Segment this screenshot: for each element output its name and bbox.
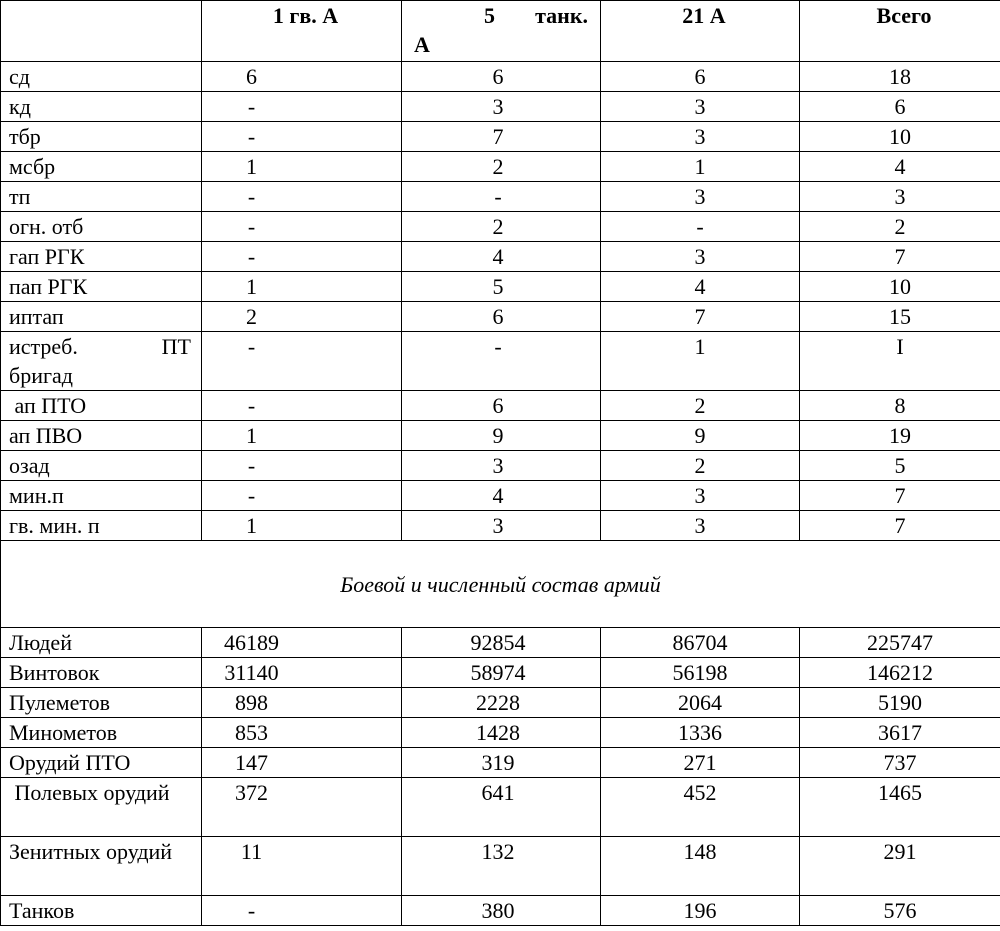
cell-total: 8 <box>800 391 1000 421</box>
table-row <box>1 152 1000 182</box>
table-row <box>1 658 1000 688</box>
cell-total: 18 <box>800 62 1000 92</box>
table-row <box>1 212 1000 242</box>
row-label: Зенитных орудий <box>1 837 202 896</box>
table-row <box>1 62 1000 92</box>
cell-21-army: 7 <box>601 302 800 332</box>
cell-5-tank-army: 641 <box>402 778 601 837</box>
cell-total: 7 <box>800 511 1000 541</box>
cell-21-army: 9 <box>601 421 800 451</box>
cell-21-army: 3 <box>601 122 800 152</box>
header-5-tank-army-number: 5 <box>484 3 495 28</box>
cell-1-guards-army: 1 <box>202 152 402 182</box>
row-label: Танков <box>1 896 202 926</box>
row-label: кд <box>1 92 202 122</box>
cell-1-guards-army: 853 <box>202 718 402 748</box>
cell-21-army: 1 <box>601 152 800 182</box>
cell-5-tank-army: 2 <box>402 152 601 182</box>
cell-5-tank-army: 9 <box>402 421 601 451</box>
cell-1-guards-army: 11 <box>202 837 402 896</box>
cell-total: I <box>800 332 1000 391</box>
row-label: ап ПВО <box>1 421 202 451</box>
row-label: Минометов <box>1 718 202 748</box>
cell-5-tank-army: - <box>402 182 601 212</box>
row-label: мин.п <box>1 481 202 511</box>
cell-total: 1465 <box>800 778 1000 837</box>
row-label <box>1 332 202 391</box>
row-label: иптап <box>1 302 202 332</box>
row-label-part: ПТ <box>161 334 191 359</box>
table-row <box>1 511 1000 541</box>
row-label: мсбр <box>1 152 202 182</box>
table-row <box>1 837 1000 896</box>
cell-21-army: 452 <box>601 778 800 837</box>
cell-21-army: 6 <box>601 62 800 92</box>
cell-total: 5 <box>800 451 1000 481</box>
cell-21-army: 56198 <box>601 658 800 688</box>
cell-1-guards-army: 147 <box>202 748 402 778</box>
cell-5-tank-army: 2228 <box>402 688 601 718</box>
cell-total: 737 <box>800 748 1000 778</box>
header-21-army: 21 А <box>601 1 800 62</box>
cell-total: 5190 <box>800 688 1000 718</box>
cell-total: 7 <box>800 242 1000 272</box>
table-row <box>1 421 1000 451</box>
table-row <box>1 688 1000 718</box>
cell-21-army: 1 <box>601 332 800 391</box>
cell-5-tank-army: 58974 <box>402 658 601 688</box>
row-label: Орудий ПТО <box>1 748 202 778</box>
cell-total: 10 <box>800 272 1000 302</box>
header-1-guards-army: 1 гв. А <box>202 1 402 62</box>
row-label: тп <box>1 182 202 212</box>
table-row <box>1 451 1000 481</box>
section-title: Боевой и численный состав армий <box>1 541 1000 628</box>
cell-total: 225747 <box>800 628 1000 658</box>
cell-5-tank-army: 2 <box>402 212 601 242</box>
cell-1-guards-army: 31140 <box>202 658 402 688</box>
cell-21-army: 2064 <box>601 688 800 718</box>
table-row <box>1 778 1000 837</box>
cell-5-tank-army: 5 <box>402 272 601 302</box>
cell-total: 4 <box>800 152 1000 182</box>
cell-21-army: 1336 <box>601 718 800 748</box>
header-5-tank-army-suffix: А <box>414 32 430 57</box>
table-row <box>1 391 1000 421</box>
cell-1-guards-army: - <box>202 122 402 152</box>
cell-1-guards-army: - <box>202 481 402 511</box>
cell-21-army: 3 <box>601 481 800 511</box>
cell-21-army: 271 <box>601 748 800 778</box>
table-row <box>1 718 1000 748</box>
row-label: Людей <box>1 628 202 658</box>
header-5-tank-army <box>402 1 601 62</box>
cell-total: 6 <box>800 92 1000 122</box>
table-row <box>1 748 1000 778</box>
row-label: Полевых орудий <box>1 778 202 837</box>
cell-total: 146212 <box>800 658 1000 688</box>
cell-1-guards-army: 6 <box>202 62 402 92</box>
row-label: озад <box>1 451 202 481</box>
cell-total: 15 <box>800 302 1000 332</box>
cell-1-guards-army: 1 <box>202 511 402 541</box>
cell-21-army: 3 <box>601 511 800 541</box>
cell-1-guards-army: - <box>202 896 402 926</box>
cell-5-tank-army: 6 <box>402 62 601 92</box>
cell-21-army: 3 <box>601 182 800 212</box>
cell-total: 576 <box>800 896 1000 926</box>
cell-5-tank-army: 3 <box>402 92 601 122</box>
table-row <box>1 332 1000 391</box>
row-label: ап ПТО <box>1 391 202 421</box>
cell-total: 291 <box>800 837 1000 896</box>
cell-5-tank-army: 92854 <box>402 628 601 658</box>
row-label: гв. мин. п <box>1 511 202 541</box>
cell-21-army: 2 <box>601 451 800 481</box>
cell-5-tank-army: 6 <box>402 302 601 332</box>
cell-21-army: 3 <box>601 92 800 122</box>
table-row <box>1 122 1000 152</box>
table-row <box>1 302 1000 332</box>
cell-21-army: 196 <box>601 896 800 926</box>
cell-1-guards-army: 898 <box>202 688 402 718</box>
table-row <box>1 628 1000 658</box>
cell-21-army: - <box>601 212 800 242</box>
table-row <box>1 481 1000 511</box>
header-total: Всего <box>800 1 1000 62</box>
cell-total: 7 <box>800 481 1000 511</box>
cell-1-guards-army: - <box>202 182 402 212</box>
row-label: тбр <box>1 122 202 152</box>
table-row <box>1 242 1000 272</box>
header-5-tank-army-word: танк. <box>535 3 588 28</box>
cell-1-guards-army: 1 <box>202 421 402 451</box>
cell-total: 3 <box>800 182 1000 212</box>
cell-1-guards-army: 2 <box>202 302 402 332</box>
cell-total: 2 <box>800 212 1000 242</box>
cell-1-guards-army: 1 <box>202 272 402 302</box>
cell-5-tank-army: 380 <box>402 896 601 926</box>
cell-1-guards-army: - <box>202 332 402 391</box>
cell-5-tank-army: 132 <box>402 837 601 896</box>
cell-total: 3617 <box>800 718 1000 748</box>
cell-total: 10 <box>800 122 1000 152</box>
row-label: пап РГК <box>1 272 202 302</box>
row-label: огн. отб <box>1 212 202 242</box>
cell-1-guards-army: - <box>202 212 402 242</box>
table-row <box>1 92 1000 122</box>
cell-5-tank-army: 3 <box>402 451 601 481</box>
cell-1-guards-army: 46189 <box>202 628 402 658</box>
row-label-part: истреб. <box>9 334 78 359</box>
section-row <box>1 541 1000 628</box>
cell-1-guards-army: - <box>202 451 402 481</box>
cell-21-army: 4 <box>601 272 800 302</box>
cell-5-tank-army: - <box>402 332 601 391</box>
cell-21-army: 3 <box>601 242 800 272</box>
cell-5-tank-army: 6 <box>402 391 601 421</box>
cell-1-guards-army: 372 <box>202 778 402 837</box>
cell-5-tank-army: 1428 <box>402 718 601 748</box>
cell-5-tank-army: 319 <box>402 748 601 778</box>
header-corner <box>1 1 202 62</box>
table-row <box>1 182 1000 212</box>
row-label-part: бригад <box>9 363 73 388</box>
cell-21-army: 86704 <box>601 628 800 658</box>
cell-21-army: 2 <box>601 391 800 421</box>
cell-21-army: 148 <box>601 837 800 896</box>
cell-5-tank-army: 3 <box>402 511 601 541</box>
table-row <box>1 896 1000 926</box>
row-label: сд <box>1 62 202 92</box>
row-label: гап РГК <box>1 242 202 272</box>
header-row <box>1 1 1000 62</box>
cell-5-tank-army: 4 <box>402 481 601 511</box>
cell-1-guards-army: - <box>202 92 402 122</box>
row-label: Винтовок <box>1 658 202 688</box>
cell-5-tank-army: 7 <box>402 122 601 152</box>
cell-total: 19 <box>800 421 1000 451</box>
cell-1-guards-army: - <box>202 242 402 272</box>
cell-1-guards-army: - <box>202 391 402 421</box>
cell-5-tank-army: 4 <box>402 242 601 272</box>
table-row <box>1 272 1000 302</box>
row-label: Пулеметов <box>1 688 202 718</box>
